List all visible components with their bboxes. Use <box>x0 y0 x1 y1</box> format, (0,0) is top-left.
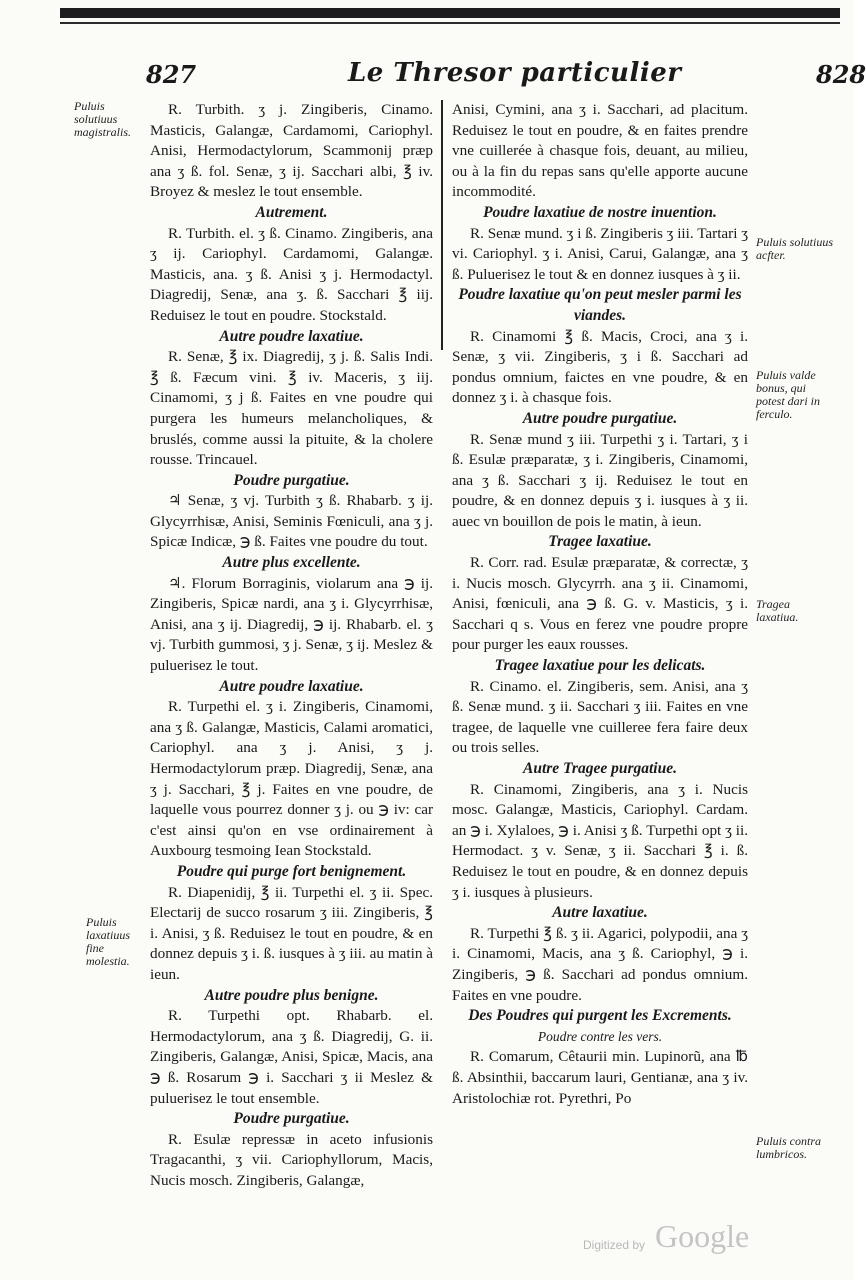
section-heading: Autrement. <box>255 203 328 221</box>
recipe-paragraph: R. Cinamomi ℥ ß. Macis, Croci, ana ʒ i. Senæ, ʒ vii. Zingiberis, ʒ i ß. Sacchari ad pondus omnium, faictes en vne poudre, & en donnez ʒ i. à chasque fois. <box>452 327 748 407</box>
recipe-paragraph: R. Comarum, Cêtaurii min. Lupinorũ, ana ℔ ß. Absinthii, baccarum lauri, Gentianæ, ana ʒ iv. Aristolochiæ rot. Pyrethri, Po <box>452 1048 748 1107</box>
recipe-paragraph: R. Senæ mund. ʒ i ß. Zingiberis ʒ iii. Tartari ʒ vi. Cariophyl. ʒ i. Anisi, Carui, Galangæ, ana ʒ ß. Puluerisez le tout & en donnez iusques à ʒ ii. <box>452 224 748 283</box>
page-number-right: 828 <box>816 60 866 89</box>
top-rule <box>60 22 840 24</box>
section-heading: Autre laxatiue. <box>552 904 648 922</box>
recipe-paragraph: R. Cinamomi, Zingiberis, ana ʒ i. Nucis mosc. Galangæ, Masticis, Cariophyl. Cardam. an ℈ i. Xylaloes, ℈ i. Anisi ʒ ß. Turpethi opt ʒ ii. Hermodact. ʒ v. Senæ, ʒ ii. Sacchari ℥ i. ß. Reduisez le tout en poudre, & en donnez depuis ʒ i. iusques à plusieurs. <box>452 780 748 901</box>
recipe-paragraph: R. Senæ mund ʒ iii. Turpethi ʒ i. Tartari, ʒ i ß. Esulæ præparatæ, ʒ i. Zingiberis, Cinamomi, ana ʒ ß. Sacchari ʒ ij. Reduisez le tout en poudre, & en donnez depuis ʒ i. iusques à ʒ ii. auec vn bouillon de pois le matin, à ieun. <box>452 430 748 530</box>
running-head <box>70 58 866 94</box>
digitized-label: Digitized by <box>583 1238 646 1252</box>
sub-heading: Poudre contre les vers. <box>537 1028 663 1044</box>
section-heading: Poudre laxatiue de nostre inuention. <box>483 203 717 221</box>
section-heading: Tragee laxatiue pour les delicats. <box>494 657 706 675</box>
recipe-paragraph: R. Turbith. el. ʒ ß. Cinamo. Zingiberis, ana ʒ ij. Cariophyl. Cardamomi, Galangæ. Masticis, ana. ʒ ß. Anisi ʒ j. Hermodactyl. Diagredij, Senæ, ana ʒ. ß. Sacchari ℥ iij. Reduisez le tout en poudre. Stockstald. <box>150 224 433 324</box>
section-heading: Tragee laxatiue. <box>548 533 652 551</box>
section-heading: Poudre qui purge fort benignement. <box>176 862 407 880</box>
right-column <box>452 100 748 1109</box>
page-title: Le Thresor particulier <box>348 58 682 88</box>
margin-note-right: Puluis solutiuus acfter. <box>756 235 834 262</box>
left-column <box>150 100 433 1191</box>
recipe-paragraph: R. Cinamo. el. Zingiberis, sem. Anisi, ana ʒ ß. Senæ mund. ʒ ii. Sacchari ʒ iii. Faites en vne tragee, de laquelle vne cuilleree fera faire deux ou trois selles. <box>452 677 748 757</box>
digitized-watermark <box>583 1218 813 1258</box>
margin-note-left: Puluis laxatiuus fine molestia. <box>86 915 130 968</box>
recipe-paragraph: Anisi, Cymini, ana ʒ i. Sacchari, ad placitum. Reduisez le tout en poudre, & en faites prendre vne cuillerée à chasque fois, deuant, au milieu, ou à la fin du repas sans qu'elle apporte aucune incommodité. <box>452 101 748 201</box>
recipe-paragraph: R. Turbith. ʒ j. Zingiberis, Cinamo. Masticis, Galangæ, Cardamomi, Cariophyl. Anisi, Hermodactylorum, Scammonij præp ana ʒ ß. fol. Senæ, ʒ ij. Sacchari albi, ℥ iv. Broyez & meslez le tout ensemble. <box>150 101 433 201</box>
recipe-paragraph: R. Senæ, ℥ ix. Diagredij, ʒ j. ß. Salis Indi. ℥ ß. Fæcum vini. ℥ iv. Maceris, ʒ iij. Cinamomi, ʒ j ß. Faites en vne poudre qui purgera les humeurs melancholiques, & bruslés, comme aussi la pituite, & la cholere rousse. Trincauel. <box>150 348 433 469</box>
recipe-paragraph: R. Turpethi opt. Rhabarb. el. Hermodactylorum, ana ʒ ß. Diagredij, G. ii. Zingiberis, Galangæ, Anisi, Spicæ, Macis, ana ℈ ß. Rosarum ℈ i. Sacchari ʒ ii Meslez & puluerisez le tout ensemble. <box>150 1007 433 1107</box>
section-heading: Autre poudre laxatiue. <box>219 327 364 345</box>
page-number-left: 827 <box>146 60 197 89</box>
section-heading: Autre plus excellente. <box>222 554 361 572</box>
margin-note-left: Puluis solutiuus magistralis. <box>74 99 132 139</box>
google-logo: Google <box>655 1218 750 1254</box>
section-heading: Autre Tragee purgatiue. <box>522 760 677 777</box>
margin-note-right: Tragea laxatiua. <box>756 597 799 624</box>
margin-note-right: Puluis contra lumbricos. <box>756 1134 821 1161</box>
recipe-paragraph: R. Diapenidij, ℥ ii. Turpethi el. ʒ ii. Spec. Electarij de succo rosarum ʒ iii. Zingiberis, ℥ i. Anisi, ʒ ß. Reduisez le tout en poudre, & en donnez depuis ʒ i. ß. iusques à ʒ iii. au matin à ieun. <box>150 883 433 983</box>
recipe-paragraph: ♃ Senæ, ʒ vj. Turbith ʒ ß. Rhabarb. ʒ ij. Glycyrrhisæ, Anisi, Seminis Fœniculi, ana ʒ j. Spicæ Indicæ, ℈ ß. Faites vne poudre du tout. <box>150 492 433 551</box>
recipe-paragraph: R. Turpethi ℥ ß. ʒ ii. Agarici, polypodii, ana ʒ i. Cinamomi, Macis, ana ʒ ß. Cariophyl, ℈ i. Zingiberis, ℈ ß. Sacchari ad pondus omnium. Faites en vne poudre. <box>452 924 748 1004</box>
recipe-paragraph: R. Esulæ repressæ in aceto infusionis Tragacanthi, ʒ vii. Cariophyllorum, Macis, Nucis mosch. Zingiberis, Galangæ, <box>150 1130 433 1189</box>
section-heading: Autre poudre purgatiue. <box>522 409 678 427</box>
section-heading: Poudre purgatiue. <box>233 1110 350 1128</box>
section-heading: Poudre laxatiue qu'on peut mesler parmi les viandes. <box>458 286 742 324</box>
section-heading: Autre poudre plus benigne. <box>204 986 379 1004</box>
recipe-paragraph: R. Turpethi el. ʒ i. Zingiberis, Cinamomi, ana ʒ ß. Galangæ, Masticis, Calami aromatici, Cariophyl. ana ʒ j. Anisi, ʒ j. Hermodactylorum præp. Diagredij, Senæ, ana ʒ j. Sacchari, ℥ j. Faites en vne poudre, de laquelle vous pourrez donner ʒ j. ou ℈ iv: car c'est ainsi qu'on en vse ordinairement à Auxbourg tesmoing Iean Stockstald. <box>150 698 433 860</box>
recipe-paragraph: ♃. Florum Borraginis, violarum ana ℈ ij. Zingiberis, Spicæ nardi, ana ʒ i. Glycyrrhisæ, Anisi, ana ʒ ij. Diagredij, ℈ ij. Rhabarb. el. ʒ vj. Turbith gummosi, ʒ j. Senæ, ʒ ij. Meslez & puluerisez le tout. <box>150 574 433 675</box>
recipe-paragraph: R. Corr. rad. Esulæ præparatæ, & correctæ, ʒ i. Nucis mosch. Glycyrrh. ana ʒ ii. Cinamomi, Anisi, fœniculi, ana ℈ ß. G. v. Masticis, ʒ i. Sacchari q s. Vous en ferez vne poudre propre pour purger les eaux rousses. <box>452 554 748 654</box>
section-heading: Autre poudre laxatiue. <box>219 677 364 695</box>
section-heading: Des Poudres qui purgent les Excrements. <box>468 1007 732 1025</box>
top-dark-band <box>60 8 840 18</box>
column-divider <box>441 100 443 350</box>
margin-note-right: Puluis valde bonus, qui potest dari in ferculo. <box>756 368 821 421</box>
section-heading: Poudre purgatiue. <box>233 471 350 489</box>
